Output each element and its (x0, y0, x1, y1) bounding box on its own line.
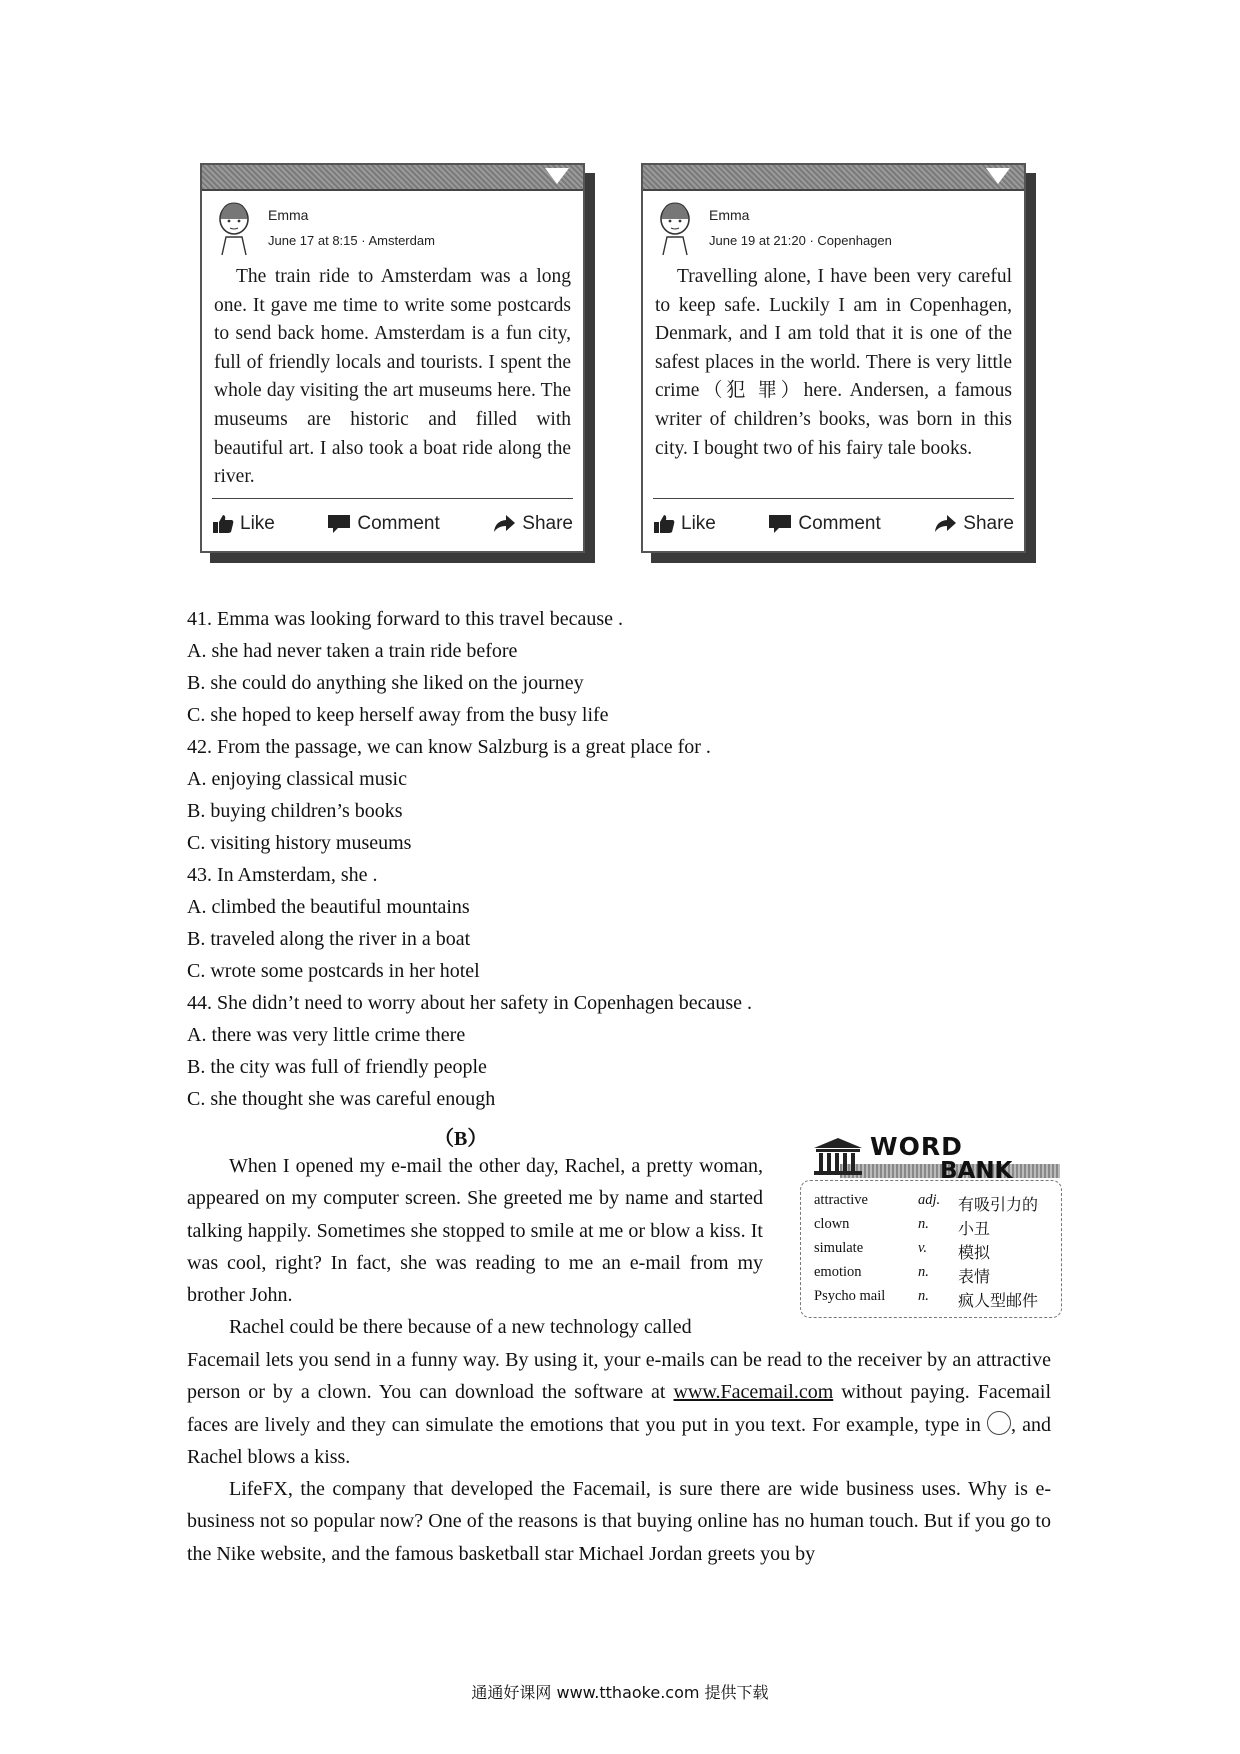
word: attractive (814, 1192, 868, 1208)
word-bank-entry (814, 1216, 1054, 1238)
comment-label: Comment (357, 513, 440, 534)
meaning: 模拟 (958, 1243, 991, 1262)
word-bank-entry (814, 1264, 1054, 1286)
passage-wide (187, 1344, 1051, 1570)
option-44b: B. the city was full of friendly people (187, 1056, 487, 1078)
part-of-speech: n. (918, 1288, 929, 1304)
passage-paragraph-2-end: , and Rachel blows a kiss. (187, 1413, 1051, 1468)
divider (212, 498, 573, 499)
post-text: Travelling alone, I have been very careful to keep safe. Luckily I am in Copenhagen, Denmark, and I am told that it is one of the safest places in the world. There is very little crime（犯 罪）here. Andersen, a famous writer of children’s books, was born in this city. I bought two of his fairy tale books. (655, 266, 1012, 459)
post-timestamp-location: June 17 at 8:15 · Amsterdam (268, 233, 435, 248)
option-41b: B. she could do anything she liked on the journey (187, 672, 584, 694)
comment-icon (768, 514, 792, 534)
word: simulate (814, 1240, 864, 1256)
section-label: （B） (434, 1128, 488, 1150)
library-building-icon (812, 1136, 864, 1176)
question-43: 43. In Amsterdam, she . (187, 864, 378, 886)
share-label: Share (522, 513, 573, 534)
question-41: 41. Emma was looking forward to this travel because . (187, 608, 623, 630)
kiss-emoji-icon (987, 1411, 1011, 1435)
option-41a: A. she had never taken a train ride before (187, 640, 518, 662)
avatar (212, 199, 256, 257)
passage-paragraph-2-cont (187, 1344, 1051, 1473)
like-label: Like (681, 513, 716, 534)
divider (653, 498, 1014, 499)
part-of-speech: n. (918, 1264, 929, 1280)
passage-paragraph-3: LifeFX, the company that developed the Facemail, is sure there are wide business uses. Why is e-business not so popular now? One of the reasons is that buying online has no human touch. But if you go to the Nike website, and the famous basketball star Michael Jordan greets you by (187, 1478, 1051, 1565)
page-footer: 通通好课网 www.tthaoke.com 提供下载 (471, 1683, 769, 1702)
passage-narrow (187, 1150, 763, 1344)
word-bank-title-bottom: BANK (940, 1158, 1013, 1184)
option-44a: A. there was very little crime there (187, 1024, 466, 1046)
word: emotion (814, 1264, 862, 1280)
like-button[interactable] (212, 513, 275, 535)
card-title-bar (202, 165, 583, 191)
card-title-bar (643, 165, 1024, 191)
option-43c: C. wrote some postcards in her hotel (187, 960, 480, 982)
part-of-speech: v. (918, 1240, 927, 1256)
meaning: 疯人型邮件 (958, 1291, 1039, 1310)
comment-label: Comment (798, 513, 881, 534)
option-43a: A. climbed the beautiful mountains (187, 896, 470, 918)
option-41c: C. she hoped to keep herself away from the busy life (187, 704, 609, 726)
thumbs-up-icon (653, 514, 675, 534)
passage-paragraph-1: When I opened my e-mail the other day, Rachel, a pretty woman, appeared on my computer screen. She greeted me by name and started talking happily. Sometimes she stopped to smile at me or blow a kiss. It was cool, right? In fact, she was reading to me an e-mail from my brother John. (187, 1155, 763, 1307)
question-42: 42. From the passage, we can know Salzburg is a great place for . (187, 736, 711, 758)
word-bank-entry (814, 1288, 1054, 1310)
comment-button[interactable] (768, 513, 880, 535)
like-button[interactable] (653, 513, 716, 535)
share-button[interactable] (933, 513, 1014, 535)
post-timestamp-location: June 19 at 21:20 · Copenhagen (709, 233, 892, 248)
thumbs-up-icon (212, 514, 234, 534)
meaning: 有吸引力的 (958, 1195, 1039, 1214)
option-43b: B. traveled along the river in a boat (187, 928, 471, 950)
word-bank (800, 1130, 1062, 1318)
passage-paragraph-2-start: Rachel could be there because of a new technology called (229, 1316, 692, 1339)
facemail-link[interactable]: www.Facemail.com (673, 1381, 834, 1404)
avatar (653, 199, 697, 257)
question-44: 44. She didn’t need to worry about her safety in Copenhagen because . (187, 992, 753, 1014)
word: Psycho mail (814, 1288, 886, 1304)
share-arrow-icon (933, 514, 957, 534)
share-button[interactable] (492, 513, 573, 535)
option-44c: C. she thought she was careful enough (187, 1088, 496, 1110)
post-text: The train ride to Amsterdam was a long one. It gave me time to write some postcards to send back home. Amsterdam is a fun city, full of friendly locals and tourists. I spent the whole day visiting the art museums here. The museums are historic and filled with beautiful art. I also took a boat ride along the river. (214, 266, 571, 488)
dropdown-triangle-icon[interactable] (986, 168, 1010, 184)
word-bank-title-top: WORD (870, 1132, 963, 1161)
meaning: 表情 (958, 1267, 991, 1286)
share-arrow-icon (492, 514, 516, 534)
post-card-amsterdam (200, 163, 585, 553)
option-42b: B. buying children’s books (187, 800, 403, 822)
comment-icon (327, 514, 351, 534)
meaning: 小丑 (958, 1219, 991, 1238)
comment-button[interactable] (327, 513, 439, 535)
part-of-speech: adj. (918, 1192, 941, 1208)
word-bank-entry (814, 1240, 1054, 1262)
part-of-speech: n. (918, 1216, 929, 1232)
option-42a: A. enjoying classical music (187, 768, 407, 790)
author-name[interactable]: Emma (268, 207, 309, 223)
word-bank-entry (814, 1192, 1054, 1214)
option-42c: C. visiting history museums (187, 832, 412, 854)
word: clown (814, 1216, 850, 1232)
share-label: Share (963, 513, 1014, 534)
like-label: Like (240, 513, 275, 534)
dropdown-triangle-icon[interactable] (545, 168, 569, 184)
passage-paragraph-2-text-b: without paying. Facemail faces are lively and they can simulate the emotions that you put in you text. For example, type in (187, 1381, 1052, 1436)
author-name[interactable]: Emma (709, 207, 750, 223)
post-card-copenhagen (641, 163, 1026, 553)
passage-paragraph-2-text: Facemail lets you send in a funny way. By using it, your e-mails can be read to the receiver by an attractive person or by a clown. You can download the software at (187, 1349, 1051, 1404)
